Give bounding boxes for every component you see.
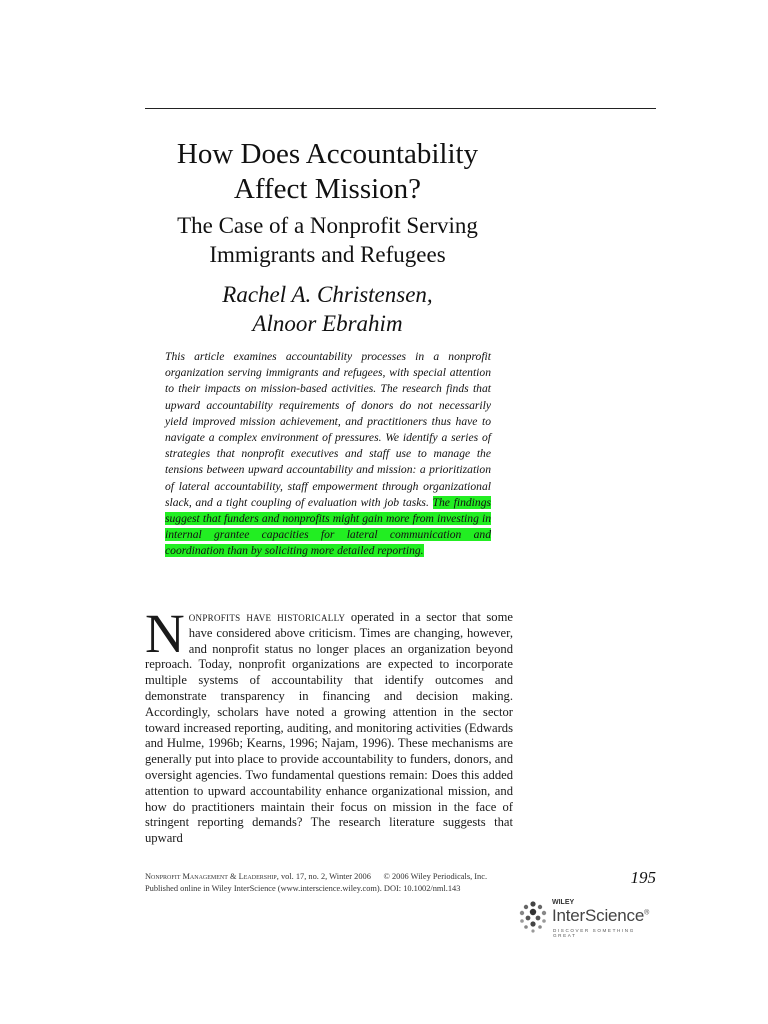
interscience-logo (518, 898, 658, 938)
drop-cap: N (145, 603, 185, 664)
title-line-2: Affect Mission? (233, 173, 422, 205)
journal-name: Nonprofit Management & Leadership (145, 872, 277, 881)
body-paragraph (145, 603, 513, 847)
interscience-logo-icon (518, 900, 548, 934)
author-line-2: Alnoor Ebrahim (252, 311, 403, 336)
top-rule (145, 108, 656, 109)
abstract (165, 349, 491, 560)
article-authors (145, 280, 510, 338)
registered-mark: ® (644, 909, 650, 917)
abstract-highlighted-text: The findings suggest that funders and nonprofits might gain more from investing in internal grantee capacities for lateral communication and coordination than by soliciting more detailed reporting. (165, 495, 491, 558)
logo-name (552, 906, 649, 926)
page-number: 195 (630, 868, 656, 887)
footer-published: Published online in Wiley InterScience (www.interscience.wiley.com). DOI: 10.1002/nml.143 (145, 884, 461, 893)
article-subtitle (145, 211, 510, 269)
copyright: © 2006 Wiley Periodicals, Inc. (383, 872, 488, 881)
abstract-text: This article examines accountability processes in a nonprofit organization serving immigrants and refugees, with special attention to their impacts on mission-based activities. The research finds that upward accountability requirements of donors do not necessarily yield improved mission achievement, and practitioners thus have to navigate a complex environment of pressures. We identify a series of strategies that nonprofit executives and staff use to manage the tensions between upward accountability and mission: a prioritization of lateral accountability, staff empowerment through organizational slack, and a tight coupling of evaluation with job tasks. (165, 350, 491, 509)
body-text: operated in a sector that some have considered above criticism. Times are changing, however, and nonprofit status no longer places an organization beyond reproach. Today, nonprofit organizations are expected to incorporate multiple systems of accountability that identify outcomes and demonstrate transparency in financing and decision making. Accordingly, scholars have noted a growing attention in the sector toward increased reporting, auditing, and monitoring activities (Edwards and Hulme, 1996b; Kearns, 1996; Najam, 1996). These mechanisms are generally put into place to provide accountability to funders, donors, and oversight agencies. Two fundamental questions remain: Does this added attention to upward accountability enhance organizational mission, and how do practitioners maintain their focus on mission in the face of stringent reporting demands? The research literature suggests that upward (145, 610, 513, 846)
subtitle-line-1: The Case of a Nonprofit Serving (177, 213, 478, 238)
logo-publisher: WILEY (552, 899, 575, 906)
author-line-1: Rachel A. Christensen, (222, 282, 433, 307)
smallcaps-lead: onprofits have historically (188, 610, 346, 624)
subtitle-line-2: Immigrants and Refugees (209, 242, 446, 267)
logo-tagline: DISCOVER SOMETHING GREAT (553, 928, 635, 938)
article-title (145, 137, 510, 207)
journal-citation: , vol. 17, no. 2, Winter 2006 (276, 872, 371, 881)
logo-name-text: InterScience (552, 906, 645, 925)
title-line-1: How Does Accountability (176, 138, 479, 170)
footer-citation (145, 872, 487, 881)
